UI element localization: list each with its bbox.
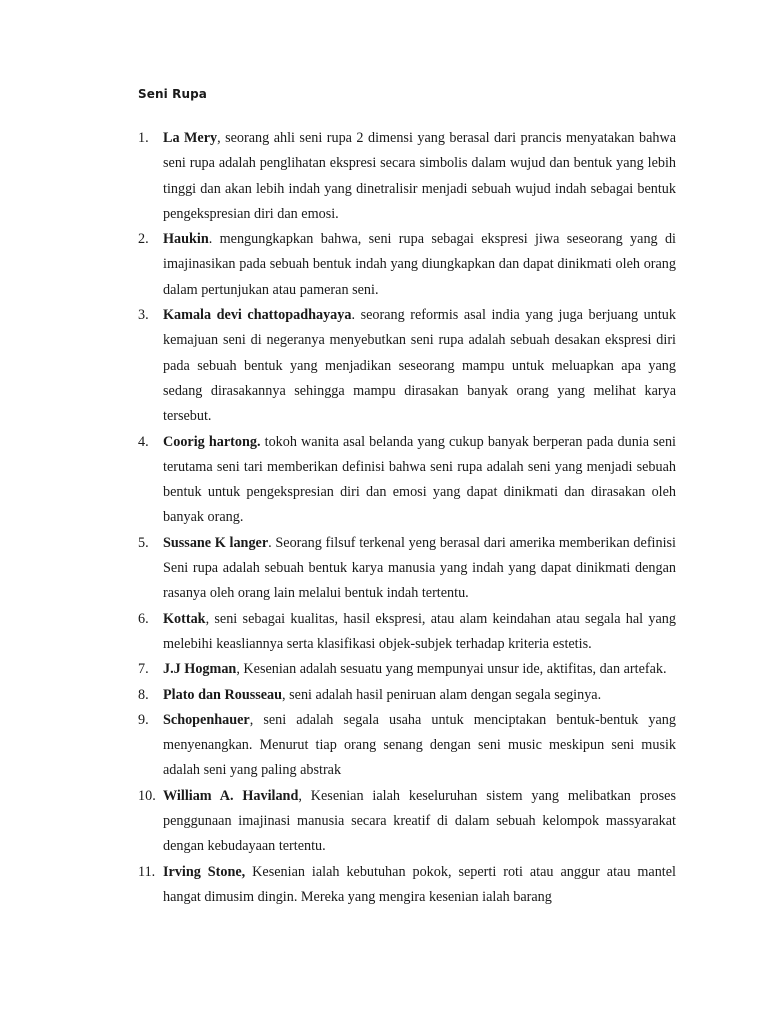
list-item — [138, 126, 676, 227]
list-item — [138, 708, 676, 784]
item-number: 9. — [138, 711, 149, 728]
list-item — [138, 657, 676, 682]
item-text: . Seorang filsuf terkenal yeng berasal dari amerika memberikan definisi Seni rupa adalah sebuah bentuk karya manusia yang indah yang dapat dinikmati dengan rasanya oleh orang lain melalui bentuk indah tertentu. — [163, 534, 676, 602]
item-number: 10. — [138, 787, 156, 804]
item-number: 2. — [138, 231, 149, 248]
item-number: 4. — [138, 433, 149, 450]
item-text: . seorang reformis asal india yang juga berjuang untuk kemajuan seni di negeranya menyebutkan seni rupa adalah sebuah desakan ekspresi diri pada sebuah bentuk yang menjadikan seseorang mampu untuk meluapkan apa yang sedang dirasakannya sehingga mampu dirasakan banyak orang yang melihat karya tersebut. — [163, 307, 676, 425]
list-item — [138, 683, 676, 708]
list-item — [138, 860, 676, 911]
list-item — [138, 607, 676, 658]
item-number: 5. — [138, 534, 149, 551]
item-author: Schopenhauer — [163, 711, 250, 728]
list-item — [138, 303, 676, 429]
item-author: Plato dan Rousseau — [163, 686, 283, 703]
item-text: . mengungkapkan bahwa, seni rupa sebagai ekspresi jiwa seseorang yang di imajinasikan pada sebuah bentuk indah yang diungkapkan dan dapat dinikmati oleh orang dalam pertunjukan atau pameran seni. — [163, 231, 676, 298]
item-number: 8. — [138, 686, 149, 703]
item-author: William A. Haviland — [163, 787, 299, 804]
item-number: 11. — [138, 863, 156, 880]
page-title: Seni Rupa — [138, 87, 207, 101]
item-text: tokoh wanita asal belanda yang cukup banyak berperan pada dunia seni terutama seni tari memberikan definisi bahwa seni rupa adalah seni yang menjadi sebuah bentuk untuk pengekspresian diri dan emosi yang dapat dinikmati dan dirasakan oleh banyak orang. — [163, 433, 676, 526]
item-author: La Mery — [163, 130, 218, 146]
list-item — [138, 227, 676, 303]
list-item — [138, 430, 676, 531]
item-number: 3. — [138, 307, 149, 324]
item-author: Kottak — [163, 610, 206, 627]
item-author: J.J Hogman — [163, 661, 237, 678]
item-number: 6. — [138, 610, 149, 627]
item-author: Kamala devi chattopadhayaya — [163, 307, 352, 324]
item-text: , Kesenian ialah keseluruhan sistem yang melibatkan proses penggunaan imajinasi manusia secara kreatif di dalam sebuah kelompok massyarakat dengan kebudayaan tertentu. — [163, 787, 676, 855]
item-number: 1. — [138, 130, 149, 146]
item-author: Coorig hartong. — [163, 433, 261, 450]
item-author: Irving Stone, — [163, 863, 246, 880]
list-item — [138, 531, 676, 607]
item-author: Sussane K langer — [163, 534, 269, 551]
item-text: , seni adalah segala usaha untuk menciptakan bentuk-bentuk yang menyenangkan. Menurut tiap orang senang dengan seni music meskipun seni musik adalah seni yang paling abstrak — [163, 711, 676, 779]
item-text: , seorang ahli seni rupa 2 dimensi yang berasal dari prancis menyatakan bahwa seni rupa adalah penglihatan ekspresi secara simbolis dalam wujud dan bentuk yang lebih tinggi dan akan lebih indah yang dinetralisir menjadi sebuah wujud indah sebagai bentuk pengekspresian diri dan emosi. — [163, 130, 677, 222]
item-text: , seni sebagai kualitas, hasil ekspresi, atau alam keindahan atau segala hal yang melebihi keasliannya serta klasifikasi objek-subjek terhadap kriteria estetis. — [163, 610, 676, 652]
item-author: Haukin — [163, 231, 209, 248]
item-text: , Kesenian adalah sesuatu yang mempunyai unsur ide, aktifitas, dan artefak. — [236, 661, 667, 678]
definitions-list — [138, 126, 676, 910]
item-number: 7. — [138, 661, 149, 678]
item-text: , seni adalah hasil peniruan alam dengan segala seginya. — [282, 686, 602, 703]
item-text: Kesenian ialah kebutuhan pokok, seperti roti atau anggur atau mantel hangat dimusim dingin. Mereka yang mengira kesenian ialah barang — [163, 863, 676, 905]
list-item — [138, 784, 676, 860]
